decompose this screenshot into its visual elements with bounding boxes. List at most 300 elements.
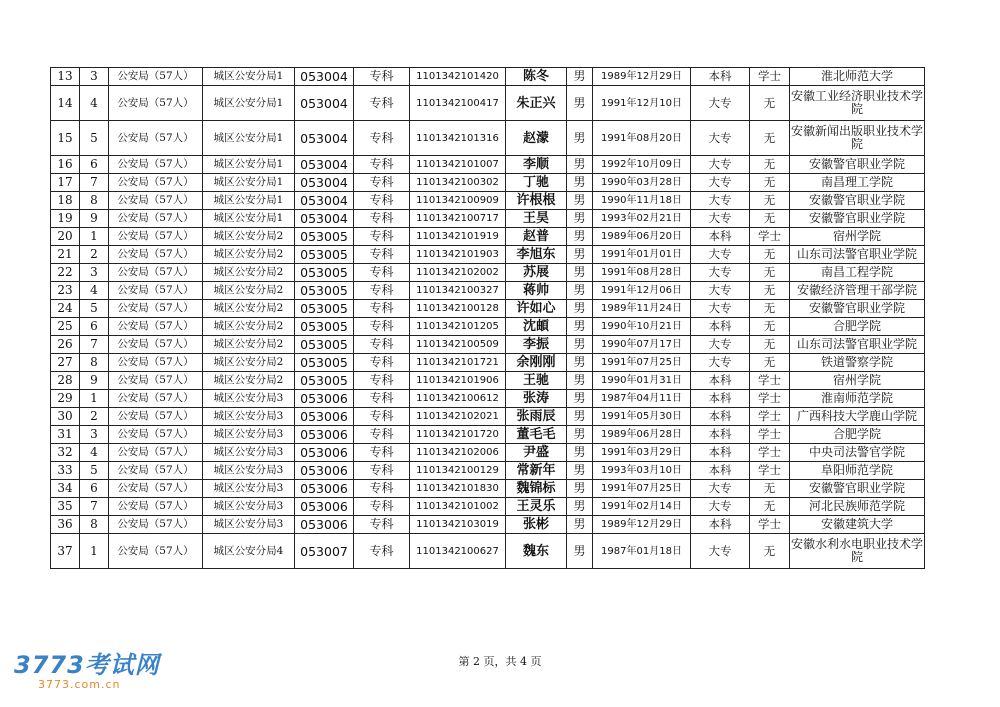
row-number: 22 [51, 264, 80, 282]
position-rank: 8 [80, 354, 109, 372]
school-cell: 安徽新闻出版职业技术学院 [790, 121, 925, 156]
candidate-name-cell: 朱正兴 [506, 86, 567, 121]
position-rank: 8 [80, 192, 109, 210]
school-cell: 淮南师范学院 [790, 390, 925, 408]
department-cell: 公安局（57人） [109, 534, 203, 569]
department-cell: 公安局（57人） [109, 444, 203, 462]
ticket-number-cell: 1101342100909 [410, 192, 506, 210]
position-rank: 9 [80, 210, 109, 228]
department-cell: 公安局（57人） [109, 408, 203, 426]
gender-cell: 男 [567, 156, 593, 174]
candidate-name-cell: 李旭东 [506, 246, 567, 264]
ticket-number-cell: 1101342101919 [410, 228, 506, 246]
unit-cell: 城区公安分局1 [203, 210, 295, 228]
candidate-name-cell: 陈冬 [506, 68, 567, 86]
table-row [51, 121, 925, 156]
ticket-number-cell: 1101342101830 [410, 480, 506, 498]
position-code-cell: 053004 [295, 210, 354, 228]
degree-cell: 学士 [750, 462, 790, 480]
degree-cell: 无 [750, 282, 790, 300]
degree-cell: 无 [750, 480, 790, 498]
table-row [51, 174, 925, 192]
education-cell: 大专 [691, 264, 750, 282]
degree-cell: 无 [750, 498, 790, 516]
unit-cell: 城区公安分局1 [203, 86, 295, 121]
position-code-cell: 053004 [295, 156, 354, 174]
requirement-cell: 专科 [354, 372, 410, 390]
education-cell: 大专 [691, 156, 750, 174]
position-rank: 5 [80, 462, 109, 480]
department-cell: 公安局（57人） [109, 68, 203, 86]
education-cell: 大专 [691, 174, 750, 192]
birth-date-cell: 1991年12月06日 [593, 282, 691, 300]
unit-cell: 城区公安分局3 [203, 516, 295, 534]
ticket-number-cell: 1101342100509 [410, 336, 506, 354]
position-rank: 3 [80, 426, 109, 444]
row-number: 19 [51, 210, 80, 228]
gender-cell: 男 [567, 228, 593, 246]
table-row [51, 210, 925, 228]
row-number: 20 [51, 228, 80, 246]
candidate-name-cell: 沈頔 [506, 318, 567, 336]
position-code-cell: 053006 [295, 408, 354, 426]
unit-cell: 城区公安分局3 [203, 426, 295, 444]
gender-cell: 男 [567, 426, 593, 444]
degree-cell: 无 [750, 264, 790, 282]
requirement-cell: 专科 [354, 264, 410, 282]
row-number: 36 [51, 516, 80, 534]
requirement-cell: 专科 [354, 210, 410, 228]
ticket-number-cell: 1101342102006 [410, 444, 506, 462]
row-number: 26 [51, 336, 80, 354]
department-cell: 公安局（57人） [109, 156, 203, 174]
candidate-name-cell: 丁驰 [506, 174, 567, 192]
unit-cell: 城区公安分局2 [203, 318, 295, 336]
candidate-name-cell: 赵普 [506, 228, 567, 246]
ticket-number-cell: 1101342100627 [410, 534, 506, 569]
gender-cell: 男 [567, 300, 593, 318]
department-cell: 公安局（57人） [109, 462, 203, 480]
requirement-cell: 专科 [354, 498, 410, 516]
position-rank: 3 [80, 68, 109, 86]
education-cell: 大专 [691, 354, 750, 372]
education-cell: 本科 [691, 68, 750, 86]
degree-cell: 无 [750, 300, 790, 318]
ticket-number-cell: 1101342101420 [410, 68, 506, 86]
department-cell: 公安局（57人） [109, 174, 203, 192]
degree-cell: 学士 [750, 444, 790, 462]
row-number: 35 [51, 498, 80, 516]
birth-date-cell: 1990年03月28日 [593, 174, 691, 192]
school-cell: 铁道警察学院 [790, 354, 925, 372]
degree-cell: 无 [750, 354, 790, 372]
row-number: 37 [51, 534, 80, 569]
school-cell: 合肥学院 [790, 318, 925, 336]
table-row [51, 318, 925, 336]
unit-cell: 城区公安分局3 [203, 498, 295, 516]
birth-date-cell: 1987年04月11日 [593, 390, 691, 408]
school-cell: 河北民族师范学院 [790, 498, 925, 516]
degree-cell: 学士 [750, 516, 790, 534]
degree-cell: 无 [750, 121, 790, 156]
gender-cell: 男 [567, 498, 593, 516]
row-number: 33 [51, 462, 80, 480]
row-number: 16 [51, 156, 80, 174]
candidate-name-cell: 张涛 [506, 390, 567, 408]
table-row [51, 282, 925, 300]
row-number: 17 [51, 174, 80, 192]
birth-date-cell: 1989年12月29日 [593, 68, 691, 86]
education-cell: 大专 [691, 192, 750, 210]
requirement-cell: 专科 [354, 318, 410, 336]
candidate-name-cell: 李振 [506, 336, 567, 354]
gender-cell: 男 [567, 534, 593, 569]
candidate-name-cell: 张雨辰 [506, 408, 567, 426]
gender-cell: 男 [567, 516, 593, 534]
table-row [51, 192, 925, 210]
requirement-cell: 专科 [354, 480, 410, 498]
ticket-number-cell: 1101342101721 [410, 354, 506, 372]
table-row [51, 228, 925, 246]
watermark-logo-text: 3773考试网 [14, 651, 160, 679]
birth-date-cell: 1991年08月20日 [593, 121, 691, 156]
school-cell: 淮北师范大学 [790, 68, 925, 86]
position-code-cell: 053006 [295, 462, 354, 480]
position-rank: 5 [80, 121, 109, 156]
gender-cell: 男 [567, 480, 593, 498]
birth-date-cell: 1991年02月14日 [593, 498, 691, 516]
education-cell: 大专 [691, 336, 750, 354]
department-cell: 公安局（57人） [109, 121, 203, 156]
unit-cell: 城区公安分局1 [203, 68, 295, 86]
degree-cell: 学士 [750, 372, 790, 390]
candidate-name-cell: 蒋帅 [506, 282, 567, 300]
position-rank: 1 [80, 534, 109, 569]
degree-cell: 无 [750, 318, 790, 336]
position-rank: 7 [80, 174, 109, 192]
position-rank: 8 [80, 516, 109, 534]
ticket-number-cell: 1101342102021 [410, 408, 506, 426]
position-code-cell: 053005 [295, 372, 354, 390]
gender-cell: 男 [567, 86, 593, 121]
table-row [51, 480, 925, 498]
education-cell: 大专 [691, 498, 750, 516]
gender-cell: 男 [567, 462, 593, 480]
position-code-cell: 053006 [295, 444, 354, 462]
education-cell: 本科 [691, 408, 750, 426]
position-rank: 1 [80, 228, 109, 246]
department-cell: 公安局（57人） [109, 318, 203, 336]
department-cell: 公安局（57人） [109, 86, 203, 121]
table-row [51, 426, 925, 444]
unit-cell: 城区公安分局2 [203, 246, 295, 264]
unit-cell: 城区公安分局2 [203, 372, 295, 390]
position-code-cell: 053006 [295, 480, 354, 498]
gender-cell: 男 [567, 121, 593, 156]
school-cell: 安徽水利水电职业技术学院 [790, 534, 925, 569]
position-code-cell: 053005 [295, 354, 354, 372]
row-number: 28 [51, 372, 80, 390]
degree-cell: 学士 [750, 68, 790, 86]
school-cell: 广西科技大学鹿山学院 [790, 408, 925, 426]
position-rank: 4 [80, 444, 109, 462]
unit-cell: 城区公安分局3 [203, 480, 295, 498]
school-cell: 安徽警官职业学院 [790, 210, 925, 228]
position-rank: 6 [80, 156, 109, 174]
row-number: 34 [51, 480, 80, 498]
school-cell: 南昌工程学院 [790, 264, 925, 282]
position-code-cell: 053007 [295, 534, 354, 569]
department-cell: 公安局（57人） [109, 246, 203, 264]
position-rank: 2 [80, 246, 109, 264]
birth-date-cell: 1989年11月24日 [593, 300, 691, 318]
position-code-cell: 053006 [295, 390, 354, 408]
birth-date-cell: 1991年12月10日 [593, 86, 691, 121]
birth-date-cell: 1991年07月25日 [593, 480, 691, 498]
gender-cell: 男 [567, 246, 593, 264]
row-number: 27 [51, 354, 80, 372]
position-rank: 7 [80, 336, 109, 354]
education-cell: 大专 [691, 480, 750, 498]
position-code-cell: 053006 [295, 426, 354, 444]
row-number: 24 [51, 300, 80, 318]
school-cell: 安徽工业经济职业技术学院 [790, 86, 925, 121]
requirement-cell: 专科 [354, 336, 410, 354]
ticket-number-cell: 1101342101316 [410, 121, 506, 156]
birth-date-cell: 1989年06月20日 [593, 228, 691, 246]
department-cell: 公安局（57人） [109, 390, 203, 408]
position-code-cell: 053005 [295, 318, 354, 336]
position-code-cell: 053005 [295, 282, 354, 300]
birth-date-cell: 1989年06月28日 [593, 426, 691, 444]
table-row [51, 498, 925, 516]
gender-cell: 男 [567, 192, 593, 210]
degree-cell: 无 [750, 246, 790, 264]
position-rank: 4 [80, 86, 109, 121]
department-cell: 公安局（57人） [109, 480, 203, 498]
birth-date-cell: 1993年03月10日 [593, 462, 691, 480]
department-cell: 公安局（57人） [109, 264, 203, 282]
position-code-cell: 053004 [295, 68, 354, 86]
education-cell: 本科 [691, 228, 750, 246]
row-number: 14 [51, 86, 80, 121]
candidate-name-cell: 李顺 [506, 156, 567, 174]
education-cell: 大专 [691, 86, 750, 121]
position-code-cell: 053004 [295, 86, 354, 121]
table-row [51, 86, 925, 121]
position-code-cell: 053004 [295, 121, 354, 156]
unit-cell: 城区公安分局1 [203, 121, 295, 156]
position-code-cell: 053005 [295, 246, 354, 264]
birth-date-cell: 1991年05月30日 [593, 408, 691, 426]
education-cell: 大专 [691, 210, 750, 228]
page-number: 第 2 页，共 4 页 [458, 655, 542, 668]
gender-cell: 男 [567, 264, 593, 282]
department-cell: 公安局（57人） [109, 282, 203, 300]
department-cell: 公安局（57人） [109, 336, 203, 354]
table-row [51, 390, 925, 408]
requirement-cell: 专科 [354, 390, 410, 408]
row-number: 25 [51, 318, 80, 336]
birth-date-cell: 1991年07月25日 [593, 354, 691, 372]
unit-cell: 城区公安分局2 [203, 300, 295, 318]
candidate-name-cell: 魏锦标 [506, 480, 567, 498]
candidate-name-cell: 王昊 [506, 210, 567, 228]
ticket-number-cell: 1101342100612 [410, 390, 506, 408]
unit-cell: 城区公安分局2 [203, 336, 295, 354]
ticket-number-cell: 1101342100717 [410, 210, 506, 228]
gender-cell: 男 [567, 318, 593, 336]
education-cell: 大专 [691, 300, 750, 318]
position-rank: 9 [80, 372, 109, 390]
row-number: 32 [51, 444, 80, 462]
gender-cell: 男 [567, 390, 593, 408]
ticket-number-cell: 1101342101002 [410, 498, 506, 516]
ticket-number-cell: 1101342100327 [410, 282, 506, 300]
degree-cell: 学士 [750, 390, 790, 408]
table-row [51, 264, 925, 282]
gender-cell: 男 [567, 408, 593, 426]
candidate-name-cell: 许根根 [506, 192, 567, 210]
school-cell: 中央司法警官学院 [790, 444, 925, 462]
position-code-cell: 053006 [295, 516, 354, 534]
requirement-cell: 专科 [354, 534, 410, 569]
department-cell: 公安局（57人） [109, 426, 203, 444]
education-cell: 本科 [691, 390, 750, 408]
row-number: 30 [51, 408, 80, 426]
row-number: 13 [51, 68, 80, 86]
degree-cell: 无 [750, 86, 790, 121]
birth-date-cell: 1991年03月29日 [593, 444, 691, 462]
requirement-cell: 专科 [354, 156, 410, 174]
gender-cell: 男 [567, 68, 593, 86]
requirement-cell: 专科 [354, 516, 410, 534]
requirement-cell: 专科 [354, 444, 410, 462]
table-row [51, 354, 925, 372]
degree-cell: 学士 [750, 408, 790, 426]
degree-cell: 无 [750, 534, 790, 569]
birth-date-cell: 1990年10月21日 [593, 318, 691, 336]
birth-date-cell: 1992年10月09日 [593, 156, 691, 174]
unit-cell: 城区公安分局3 [203, 408, 295, 426]
education-cell: 本科 [691, 462, 750, 480]
birth-date-cell: 1990年11月18日 [593, 192, 691, 210]
row-number: 18 [51, 192, 80, 210]
unit-cell: 城区公安分局1 [203, 174, 295, 192]
position-code-cell: 053005 [295, 300, 354, 318]
candidate-name-cell: 王灵乐 [506, 498, 567, 516]
position-rank: 2 [80, 408, 109, 426]
birth-date-cell: 1990年01月31日 [593, 372, 691, 390]
birth-date-cell: 1993年02月21日 [593, 210, 691, 228]
table-row [51, 300, 925, 318]
requirement-cell: 专科 [354, 86, 410, 121]
candidate-name-cell: 常新年 [506, 462, 567, 480]
requirement-cell: 专科 [354, 462, 410, 480]
position-rank: 6 [80, 480, 109, 498]
unit-cell: 城区公安分局2 [203, 282, 295, 300]
position-rank: 1 [80, 390, 109, 408]
school-cell: 山东司法警官职业学院 [790, 336, 925, 354]
table-row [51, 336, 925, 354]
candidate-name-cell: 王驰 [506, 372, 567, 390]
unit-cell: 城区公安分局3 [203, 462, 295, 480]
birth-date-cell: 1991年08月28日 [593, 264, 691, 282]
site-watermark-logo [14, 645, 160, 691]
school-cell: 安徽警官职业学院 [790, 192, 925, 210]
unit-cell: 城区公安分局1 [203, 192, 295, 210]
requirement-cell: 专科 [354, 192, 410, 210]
ticket-number-cell: 1101342101205 [410, 318, 506, 336]
department-cell: 公安局（57人） [109, 300, 203, 318]
unit-cell: 城区公安分局2 [203, 228, 295, 246]
candidate-name-cell: 张彬 [506, 516, 567, 534]
birth-date-cell: 1989年12月29日 [593, 516, 691, 534]
education-cell: 大专 [691, 246, 750, 264]
department-cell: 公安局（57人） [109, 372, 203, 390]
degree-cell: 学士 [750, 228, 790, 246]
candidate-name-cell: 许如心 [506, 300, 567, 318]
ticket-number-cell: 1101342100128 [410, 300, 506, 318]
school-cell: 宿州学院 [790, 372, 925, 390]
school-cell: 安徽警官职业学院 [790, 480, 925, 498]
birth-date-cell: 1987年01月18日 [593, 534, 691, 569]
unit-cell: 城区公安分局2 [203, 264, 295, 282]
department-cell: 公安局（57人） [109, 192, 203, 210]
requirement-cell: 专科 [354, 426, 410, 444]
school-cell: 安徽警官职业学院 [790, 156, 925, 174]
school-cell: 安徽建筑大学 [790, 516, 925, 534]
education-cell: 大专 [691, 282, 750, 300]
position-code-cell: 053004 [295, 174, 354, 192]
gender-cell: 男 [567, 174, 593, 192]
table-row [51, 516, 925, 534]
unit-cell: 城区公安分局1 [203, 156, 295, 174]
requirement-cell: 专科 [354, 354, 410, 372]
table-row [51, 156, 925, 174]
degree-cell: 无 [750, 156, 790, 174]
ticket-number-cell: 1101342101720 [410, 426, 506, 444]
position-rank: 3 [80, 264, 109, 282]
degree-cell: 无 [750, 192, 790, 210]
gender-cell: 男 [567, 336, 593, 354]
school-cell: 南昌理工学院 [790, 174, 925, 192]
education-cell: 本科 [691, 444, 750, 462]
degree-cell: 学士 [750, 426, 790, 444]
position-code-cell: 053005 [295, 228, 354, 246]
position-rank: 6 [80, 318, 109, 336]
position-rank: 4 [80, 282, 109, 300]
unit-cell: 城区公安分局3 [203, 444, 295, 462]
ticket-number-cell: 1101342101007 [410, 156, 506, 174]
education-cell: 本科 [691, 516, 750, 534]
department-cell: 公安局（57人） [109, 210, 203, 228]
position-rank: 5 [80, 300, 109, 318]
gender-cell: 男 [567, 372, 593, 390]
requirement-cell: 专科 [354, 228, 410, 246]
candidate-name-cell: 苏展 [506, 264, 567, 282]
ticket-number-cell: 1101342101906 [410, 372, 506, 390]
row-number: 21 [51, 246, 80, 264]
school-cell: 安徽警官职业学院 [790, 300, 925, 318]
school-cell: 合肥学院 [790, 426, 925, 444]
requirement-cell: 专科 [354, 68, 410, 86]
table-row [51, 462, 925, 480]
position-code-cell: 053004 [295, 192, 354, 210]
education-cell: 本科 [691, 372, 750, 390]
ticket-number-cell: 1101342100302 [410, 174, 506, 192]
row-number: 23 [51, 282, 80, 300]
